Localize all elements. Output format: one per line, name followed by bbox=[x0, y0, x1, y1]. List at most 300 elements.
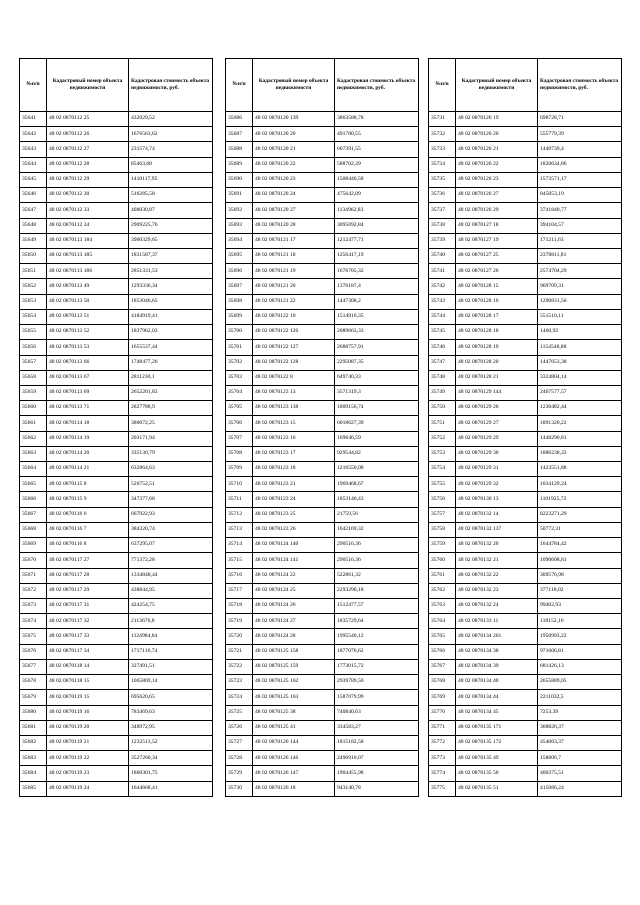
header-cadastral-number: Кадастровый номер объекта недвижимости bbox=[47, 59, 129, 112]
row-number: 35688 bbox=[226, 142, 253, 157]
cadastral-number: 48 02 0870113 49 bbox=[47, 279, 129, 294]
table-row bbox=[429, 355, 622, 370]
cadastral-number: 48 02 0870114 19 bbox=[47, 431, 129, 446]
cadastral-number: 48 02 0870120 21 bbox=[253, 142, 335, 157]
table-row bbox=[20, 370, 213, 385]
table-row bbox=[429, 218, 622, 233]
row-number: 35675 bbox=[20, 629, 47, 644]
row-number: 35653 bbox=[20, 294, 47, 309]
cadastral-value: 649740,33 bbox=[335, 370, 419, 385]
cadastral-number: 48 02 0870120 27 bbox=[253, 203, 335, 218]
table-row bbox=[226, 507, 419, 522]
cadastral-number: 48 02 0870134 38 bbox=[456, 644, 538, 659]
cadastral-number: 48 02 0870127 19 bbox=[456, 233, 538, 248]
cadastral-number: 48 02 0870124 28 bbox=[253, 629, 335, 644]
cadastral-value: 438844,95 bbox=[129, 583, 213, 598]
cadastral-number: 48 02 0870121 17 bbox=[253, 233, 335, 248]
table-row bbox=[20, 735, 213, 750]
table-row bbox=[429, 309, 622, 324]
table-row bbox=[20, 583, 213, 598]
row-number: 35773 bbox=[429, 751, 456, 766]
cadastral-value: 1376187,4 bbox=[335, 279, 419, 294]
cadastral-number: 48 02 0870123 21 bbox=[253, 477, 335, 492]
cadastral-value: 309576,98 bbox=[538, 568, 622, 583]
cadastral-value: 2811230,1 bbox=[129, 370, 213, 385]
cadastral-value: 667922,93 bbox=[129, 507, 213, 522]
cadastral-value: 4184919,41 bbox=[129, 309, 213, 324]
cadastral-number: 48 02 0870112 34 bbox=[47, 218, 129, 233]
row-number: 35721 bbox=[226, 644, 253, 659]
cadastral-number: 48 02 0870123 138 bbox=[253, 401, 335, 416]
cadastral-number: 48 02 0870129 144 bbox=[456, 385, 538, 400]
table-row bbox=[429, 629, 622, 644]
cadastral-number: 48 02 0870126 27 bbox=[456, 188, 538, 203]
cadastral-value: 1334848,44 bbox=[129, 568, 213, 583]
cadastral-number: 48 02 0870126 18 bbox=[253, 781, 335, 796]
row-number: 35678 bbox=[20, 675, 47, 690]
table-row bbox=[226, 462, 419, 477]
cadastral-number: 48 02 0870119 16 bbox=[47, 705, 129, 720]
row-number: 35668 bbox=[20, 522, 47, 537]
cadastral-value: 1290831,56 bbox=[538, 294, 622, 309]
cadastral-table-2 bbox=[225, 58, 419, 797]
table-row bbox=[429, 522, 622, 537]
cadastral-value: 1410117,95 bbox=[129, 172, 213, 187]
table-row bbox=[429, 507, 622, 522]
table-row bbox=[20, 614, 213, 629]
row-number: 35740 bbox=[429, 248, 456, 263]
row-number: 35722 bbox=[226, 659, 253, 674]
cadastral-value: 783469,63 bbox=[129, 705, 213, 720]
row-number: 35764 bbox=[429, 614, 456, 629]
header-cadastral-value: Кадастровая стоимость объекта недвижимости, руб. bbox=[129, 59, 213, 112]
cadastral-value: 1815182,58 bbox=[335, 735, 419, 750]
row-number: 35684 bbox=[20, 766, 47, 781]
cadastral-table-1 bbox=[19, 58, 213, 797]
table-row bbox=[429, 431, 622, 446]
cadastral-number: 48 02 0870113 69 bbox=[47, 385, 129, 400]
cadastral-value: 6018627,39 bbox=[335, 416, 419, 431]
table-row bbox=[20, 507, 213, 522]
table-row bbox=[429, 264, 622, 279]
cadastral-value: 2293290,18 bbox=[335, 583, 419, 598]
header-cadastral-value: Кадастровая стоимость объекта недвижимости, руб. bbox=[538, 59, 622, 112]
row-number: 35655 bbox=[20, 325, 47, 340]
cadastral-number: 48 02 0870129 27 bbox=[456, 416, 538, 431]
row-number: 35736 bbox=[429, 188, 456, 203]
header-num: №п/п bbox=[429, 59, 456, 112]
cadastral-value: 408030,87 bbox=[129, 203, 213, 218]
cadastral-number: 48 02 0870126 20 bbox=[456, 127, 538, 142]
cadastral-value: 169646,59 bbox=[335, 431, 419, 446]
row-number: 35739 bbox=[429, 233, 456, 248]
table-row bbox=[429, 659, 622, 674]
cadastral-value: 1891320,22 bbox=[538, 416, 622, 431]
cadastral-number: 48 02 0870118 15 bbox=[47, 675, 129, 690]
cadastral-number: 48 02 0870128 15 bbox=[456, 279, 538, 294]
table-row bbox=[226, 370, 419, 385]
table-row bbox=[226, 325, 419, 340]
cadastral-number: 48 02 0870129 30 bbox=[456, 446, 538, 461]
cadastral-value: 695620,65 bbox=[129, 690, 213, 705]
cadastral-number: 48 02 0870121 22 bbox=[253, 294, 335, 309]
row-number: 35771 bbox=[429, 720, 456, 735]
cadastral-number: 48 02 0870120 28 bbox=[253, 218, 335, 233]
table-header-row bbox=[429, 59, 622, 112]
cadastral-value: 1514916,35 bbox=[335, 309, 419, 324]
cadastral-value: 2089663,33 bbox=[335, 325, 419, 340]
cadastral-number: 48 02 0870117 32 bbox=[47, 614, 129, 629]
cadastral-number: 48 02 0870121 19 bbox=[253, 264, 335, 279]
row-number: 35699 bbox=[226, 309, 253, 324]
header-cadastral-number: Кадастровый номер объекта недвижимости bbox=[253, 59, 335, 112]
table-row bbox=[20, 568, 213, 583]
row-number: 35727 bbox=[226, 735, 253, 750]
cadastral-number: 48 02 0870112 25 bbox=[47, 112, 129, 127]
cadastral-number: 48 02 0870125 158 bbox=[253, 644, 335, 659]
row-number: 35723 bbox=[226, 675, 253, 690]
cadastral-value: 2574704,29 bbox=[538, 264, 622, 279]
row-number: 35669 bbox=[20, 538, 47, 553]
row-number: 35762 bbox=[429, 583, 456, 598]
cadastral-value: 1134962,83 bbox=[335, 203, 419, 218]
cadastral-value: 2113676,8 bbox=[129, 614, 213, 629]
cadastral-number: 48 02 0870112 33 bbox=[47, 203, 129, 218]
cadastral-number: 48 02 0870125 41 bbox=[253, 720, 335, 735]
table-row bbox=[226, 340, 419, 355]
cadastral-number: 48 02 0870121 18 bbox=[253, 248, 335, 263]
table-row bbox=[20, 492, 213, 507]
cadastral-value: 377118,02 bbox=[538, 583, 622, 598]
cadastral-number: 48 02 0870128 19 bbox=[456, 340, 538, 355]
cadastral-value: 1853146,43 bbox=[335, 492, 419, 507]
cadastral-value: 632864,63 bbox=[129, 462, 213, 477]
cadastral-value: 969709,31 bbox=[538, 279, 622, 294]
table-row bbox=[429, 142, 622, 157]
cadastral-value: 424254,75 bbox=[129, 599, 213, 614]
cadastral-number: 48 02 0870135 49 bbox=[456, 751, 538, 766]
cadastral-number: 48 02 0870132 137 bbox=[456, 522, 538, 537]
cadastral-value: 555779,39 bbox=[538, 127, 622, 142]
cadastral-value: 1809156,74 bbox=[335, 401, 419, 416]
cadastral-value: 454063,37 bbox=[538, 735, 622, 750]
table-row bbox=[429, 553, 622, 568]
table-row bbox=[20, 264, 213, 279]
table-row bbox=[20, 705, 213, 720]
table-row bbox=[20, 157, 213, 172]
cadastral-value: 637295,07 bbox=[129, 538, 213, 553]
cadastral-value: 334583,27 bbox=[335, 720, 419, 735]
cadastral-number: 48 02 0870129 26 bbox=[456, 401, 538, 416]
cadastral-value: 1065869,14 bbox=[129, 675, 213, 690]
row-number: 35651 bbox=[20, 264, 47, 279]
row-number: 35719 bbox=[226, 614, 253, 629]
cadastral-value: 231574,74 bbox=[129, 142, 213, 157]
table-row bbox=[226, 309, 419, 324]
cadastral-value: 1216550,08 bbox=[335, 462, 419, 477]
row-number: 35763 bbox=[429, 599, 456, 614]
cadastral-value: 1835729,64 bbox=[335, 614, 419, 629]
cadastral-value: 1587079,99 bbox=[335, 690, 419, 705]
table-header-row bbox=[226, 59, 419, 112]
table-row bbox=[20, 522, 213, 537]
cadastral-number: 48 02 0870132 22 bbox=[456, 568, 538, 583]
cadastral-value: 1232513,52 bbox=[129, 735, 213, 750]
cadastral-value: 3571319,3 bbox=[335, 385, 419, 400]
table-row bbox=[429, 781, 622, 796]
table-row bbox=[429, 675, 622, 690]
cadastral-value: 526752,51 bbox=[129, 477, 213, 492]
table-row bbox=[226, 720, 419, 735]
cadastral-number: 48 02 0870124 22 bbox=[253, 568, 335, 583]
cadastral-number: 48 02 0870128 18 bbox=[456, 325, 538, 340]
cadastral-number: 48 02 0870113 71 bbox=[47, 401, 129, 416]
cadastral-value: 3324804,14 bbox=[538, 370, 622, 385]
cadastral-value: 50772,31 bbox=[538, 522, 622, 537]
table-row bbox=[20, 172, 213, 187]
table-row bbox=[429, 385, 622, 400]
row-number: 35774 bbox=[429, 766, 456, 781]
cadastral-value: 1423551,88 bbox=[538, 462, 622, 477]
table-row bbox=[20, 751, 213, 766]
row-number: 35694 bbox=[226, 233, 253, 248]
cadastral-value: 1837962,03 bbox=[129, 325, 213, 340]
table-row bbox=[226, 446, 419, 461]
table-row bbox=[226, 157, 419, 172]
cadastral-value: 1256417,19 bbox=[335, 248, 419, 263]
row-number: 35711 bbox=[226, 492, 253, 507]
row-number: 35660 bbox=[20, 401, 47, 416]
row-number: 35748 bbox=[429, 370, 456, 385]
cadastral-number: 48 02 0870132 14 bbox=[456, 507, 538, 522]
table-row bbox=[429, 294, 622, 309]
row-number: 35682 bbox=[20, 735, 47, 750]
cadastral-number: 48 02 0870123 17 bbox=[253, 446, 335, 461]
row-number: 35725 bbox=[226, 705, 253, 720]
cadastral-value: 475642,09 bbox=[335, 188, 419, 203]
table-row bbox=[226, 629, 419, 644]
row-number: 35702 bbox=[226, 355, 253, 370]
table-row bbox=[20, 188, 213, 203]
table-row bbox=[226, 492, 419, 507]
table-row bbox=[226, 431, 419, 446]
row-number: 35747 bbox=[429, 355, 456, 370]
row-number: 35713 bbox=[226, 522, 253, 537]
cadastral-number: 48 02 0870123 15 bbox=[253, 416, 335, 431]
row-number: 35649 bbox=[20, 233, 47, 248]
cadastral-value: 2211032,5 bbox=[538, 690, 622, 705]
cadastral-number: 48 02 0870117 28 bbox=[47, 568, 129, 583]
row-number: 35687 bbox=[226, 127, 253, 142]
cadastral-number: 48 02 0870135 171 bbox=[456, 720, 538, 735]
cadastral-value: 290516,36 bbox=[335, 553, 419, 568]
cadastral-value: 8223271,29 bbox=[538, 507, 622, 522]
cadastral-number: 48 02 0870135 50 bbox=[456, 766, 538, 781]
row-number: 35658 bbox=[20, 370, 47, 385]
row-number: 35742 bbox=[429, 279, 456, 294]
cadastral-value: 1676563,62 bbox=[129, 127, 213, 142]
row-number: 35717 bbox=[226, 583, 253, 598]
cadastral-number: 48 02 0870133 11 bbox=[456, 614, 538, 629]
cadastral-value: 384320,74 bbox=[129, 522, 213, 537]
table-row bbox=[429, 751, 622, 766]
table-row bbox=[20, 538, 213, 553]
table-row bbox=[20, 340, 213, 355]
table-row bbox=[20, 233, 213, 248]
cadastral-number: 48 02 0870125 38 bbox=[253, 705, 335, 720]
cadastral-value: 516285,58 bbox=[129, 188, 213, 203]
table-row bbox=[20, 248, 213, 263]
cadastral-number: 48 02 0870114 21 bbox=[47, 462, 129, 477]
cadastral-value: 2655889,05 bbox=[538, 675, 622, 690]
row-number: 35645 bbox=[20, 172, 47, 187]
table-row bbox=[429, 705, 622, 720]
cadastral-number: 48 02 0870119 21 bbox=[47, 735, 129, 750]
row-number: 35659 bbox=[20, 385, 47, 400]
cadastral-number: 48 02 0870115 8 bbox=[47, 477, 129, 492]
cadastral-number: 48 02 0870112 30 bbox=[47, 188, 129, 203]
header-cadastral-number: Кадастровый номер объекта недвижимости bbox=[456, 59, 538, 112]
row-number: 35757 bbox=[429, 507, 456, 522]
table-row bbox=[429, 477, 622, 492]
row-number: 35685 bbox=[20, 781, 47, 796]
cadastral-number: 48 02 0870114 20 bbox=[47, 446, 129, 461]
table-row bbox=[226, 690, 419, 705]
row-number: 35666 bbox=[20, 492, 47, 507]
table-row bbox=[226, 385, 419, 400]
table-row bbox=[226, 568, 419, 583]
cadastral-number: 48 02 0870120 23 bbox=[253, 172, 335, 187]
cadastral-number: 48 02 0870113 66 bbox=[47, 355, 129, 370]
cadastral-number: 48 02 0870113 67 bbox=[47, 370, 129, 385]
table-row bbox=[226, 614, 419, 629]
cadastral-number: 48 02 0870122 126 bbox=[253, 325, 335, 340]
row-number: 35693 bbox=[226, 218, 253, 233]
row-number: 35741 bbox=[429, 264, 456, 279]
cadastral-value: 1831587,37 bbox=[129, 248, 213, 263]
table-row bbox=[429, 720, 622, 735]
cadastral-number: 48 02 0870126 146 bbox=[253, 751, 335, 766]
row-number: 35710 bbox=[226, 477, 253, 492]
row-number: 35647 bbox=[20, 203, 47, 218]
row-number: 35737 bbox=[429, 203, 456, 218]
table-row bbox=[429, 599, 622, 614]
table-row bbox=[429, 248, 622, 263]
table-row bbox=[226, 735, 419, 750]
table-row bbox=[429, 492, 622, 507]
table-row bbox=[226, 401, 419, 416]
table-row bbox=[226, 294, 419, 309]
cadastral-number: 48 02 0870122 8 bbox=[253, 370, 335, 385]
cadastral-number: 48 02 0870124 26 bbox=[253, 599, 335, 614]
table-row bbox=[226, 172, 419, 187]
cadastral-number: 48 02 0870125 163 bbox=[253, 690, 335, 705]
cadastral-number: 48 02 0870113 52 bbox=[47, 325, 129, 340]
table-row bbox=[226, 218, 419, 233]
cadastral-value: 1950993,22 bbox=[538, 629, 622, 644]
row-number: 35652 bbox=[20, 279, 47, 294]
cadastral-number: 48 02 0870123 13 bbox=[253, 385, 335, 400]
header-num: №п/п bbox=[20, 59, 47, 112]
cadastral-number: 48 02 0870128 20 bbox=[456, 355, 538, 370]
row-number: 35743 bbox=[429, 294, 456, 309]
row-number: 35689 bbox=[226, 157, 253, 172]
row-number: 35704 bbox=[226, 385, 253, 400]
cadastral-value: 335130,79 bbox=[129, 446, 213, 461]
table-row bbox=[226, 477, 419, 492]
table-row bbox=[429, 401, 622, 416]
row-number: 35671 bbox=[20, 568, 47, 583]
table-row bbox=[20, 294, 213, 309]
cadastral-value: 1853046,65 bbox=[129, 294, 213, 309]
row-number: 35775 bbox=[429, 781, 456, 796]
row-number: 35720 bbox=[226, 629, 253, 644]
table-row bbox=[226, 416, 419, 431]
row-number: 35695 bbox=[226, 248, 253, 263]
cadastral-number: 48 02 0870129 29 bbox=[456, 431, 538, 446]
row-number: 35767 bbox=[429, 659, 456, 674]
cadastral-number: 48 02 0870123 16 bbox=[253, 431, 335, 446]
table-row bbox=[226, 248, 419, 263]
row-number: 35650 bbox=[20, 248, 47, 263]
cadastral-number: 48 02 0870126 21 bbox=[456, 142, 538, 157]
row-number: 35692 bbox=[226, 203, 253, 218]
row-number: 35648 bbox=[20, 218, 47, 233]
row-number: 35701 bbox=[226, 340, 253, 355]
row-number: 35765 bbox=[429, 629, 456, 644]
cadastral-value: 2939789,56 bbox=[335, 675, 419, 690]
row-number: 35654 bbox=[20, 309, 47, 324]
cadastral-value: 21759,56 bbox=[335, 507, 419, 522]
cadastral-number: 48 02 0870130 13 bbox=[456, 492, 538, 507]
cadastral-number: 48 02 0870112 26 bbox=[47, 127, 129, 142]
row-number: 35759 bbox=[429, 538, 456, 553]
table-row bbox=[226, 751, 419, 766]
row-number: 35752 bbox=[429, 431, 456, 446]
row-number: 35672 bbox=[20, 583, 47, 598]
table-row bbox=[226, 766, 419, 781]
cadastral-value: 522861,32 bbox=[335, 568, 419, 583]
row-number: 35677 bbox=[20, 659, 47, 674]
table-row bbox=[226, 142, 419, 157]
table-row bbox=[429, 188, 622, 203]
row-number: 35679 bbox=[20, 690, 47, 705]
cadastral-number: 48 02 0870119 24 bbox=[47, 781, 129, 796]
table-row bbox=[20, 690, 213, 705]
row-number: 35670 bbox=[20, 553, 47, 568]
row-number: 35656 bbox=[20, 340, 47, 355]
cadastral-value: 118152,16 bbox=[538, 614, 622, 629]
table-row bbox=[20, 599, 213, 614]
cadastral-value: 394104,57 bbox=[538, 218, 622, 233]
cadastral-value: 1090608,81 bbox=[538, 553, 622, 568]
cadastral-value: 327491,51 bbox=[129, 659, 213, 674]
cadastral-value: 1512477,57 bbox=[335, 599, 419, 614]
cadastral-value: 1969468,67 bbox=[335, 477, 419, 492]
row-number: 35663 bbox=[20, 446, 47, 461]
table-row bbox=[20, 203, 213, 218]
cadastral-number: 48 02 0870128 17 bbox=[456, 309, 538, 324]
cadastral-value: 971606,81 bbox=[538, 644, 622, 659]
table-row bbox=[226, 127, 419, 142]
cadastral-number: 48 02 0870119 15 bbox=[47, 690, 129, 705]
row-number: 35646 bbox=[20, 188, 47, 203]
cadastral-number: 48 02 0870112 29 bbox=[47, 172, 129, 187]
cadastral-number: 48 02 0870116 7 bbox=[47, 522, 129, 537]
table-row bbox=[429, 127, 622, 142]
cadastral-number: 48 02 0870119 22 bbox=[47, 751, 129, 766]
cadastral-value: 740840,63 bbox=[335, 705, 419, 720]
